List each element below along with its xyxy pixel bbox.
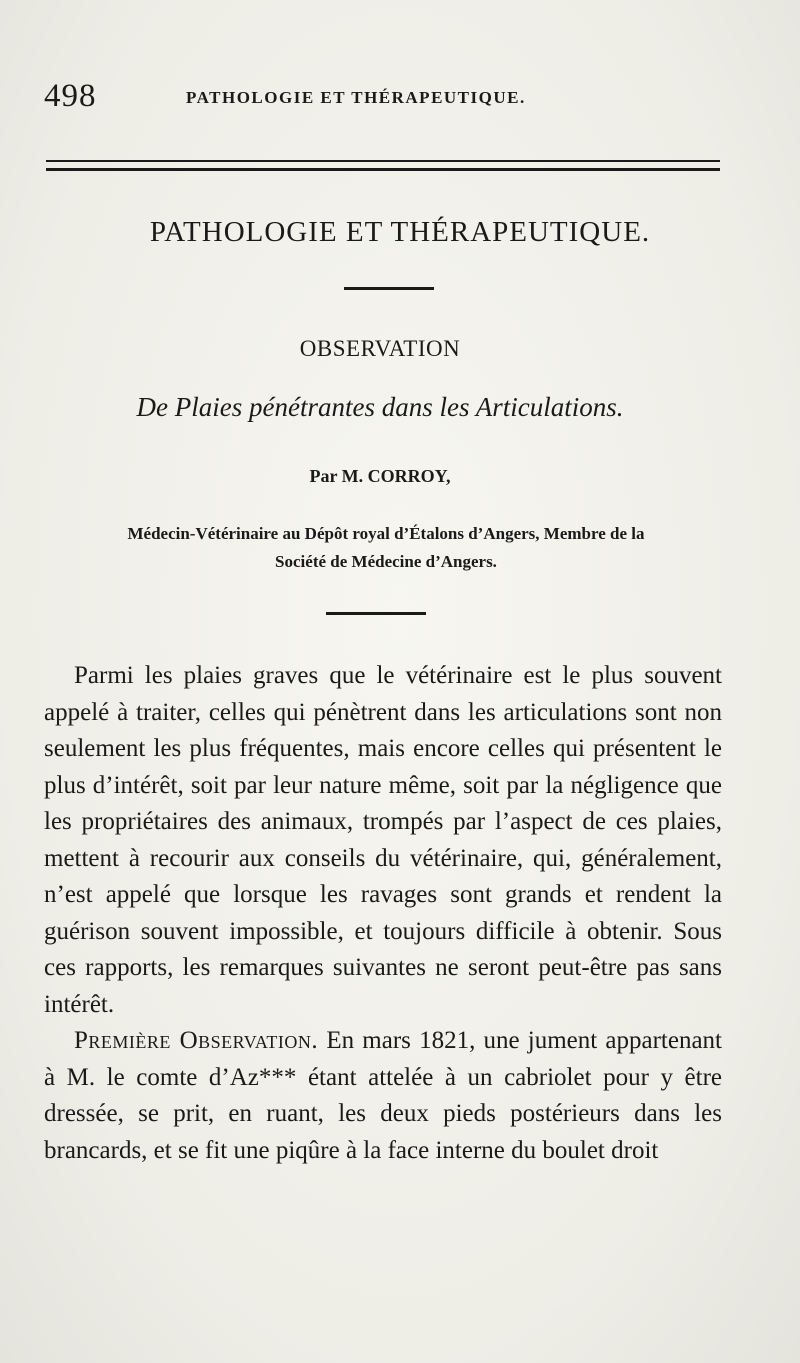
article-heading: OBSERVATION	[299, 336, 461, 361]
author-line: Par M. CORROY,	[309, 466, 451, 486]
article-body	[44, 658, 722, 1169]
running-title: PATHOLOGIE ET THÉRAPEUTIQUE.	[186, 88, 526, 107]
observation-label: Première Observation.	[74, 1027, 319, 1054]
affiliation-line-2: Société de Médecine d’Angers.	[275, 552, 497, 571]
body-paragraph-2	[44, 1023, 722, 1169]
body-paragraph-1: Parmi les plaies graves que le vétérinaire est le plus souvent appelé à traiter, celles qui pénètrent dans les articulations sont non seulement les plus fréquentes, mais encore celles qui présentent le plus d’intérêt, soit par leur nature même, soit par la négligence que les propriétaires des animaux, trompés par l’aspect de ces plaies, mettent à recourir aux conseils du vétérinaire, qui, généralement, n’est appelé que lorsque les ravages sont grands et rendent la guérison souvent impossible, et toujours difficile à obtenir. Sous ces rapports, les remarques suivantes ne seront peut-être pas sans intérêt.	[44, 662, 722, 1018]
observation-text: En mars 1821, une jument appartenant à M. le comte d’Az*** étant attelée à un cabriolet pour y être dressée, se prit, en ruant, les deux pieds postérieurs dans les brancards, et se fit une piqûre à la face interne du boulet droit	[44, 1027, 723, 1164]
header-double-rule	[46, 160, 720, 171]
affiliation-line-1: Médecin-Vétérinaire au Dépôt royal d’Étalons d’Angers, Membre de la	[127, 524, 645, 543]
section-divider	[344, 287, 434, 290]
author-affiliation	[46, 520, 726, 576]
running-header	[0, 78, 800, 118]
section-title: PATHOLOGIE ET THÉRAPEUTIQUE.	[149, 216, 651, 248]
article-subtitle: De Plaies pénétrantes dans les Articulations.	[136, 392, 624, 422]
article-divider	[326, 612, 426, 615]
page-number: 498	[44, 78, 97, 114]
